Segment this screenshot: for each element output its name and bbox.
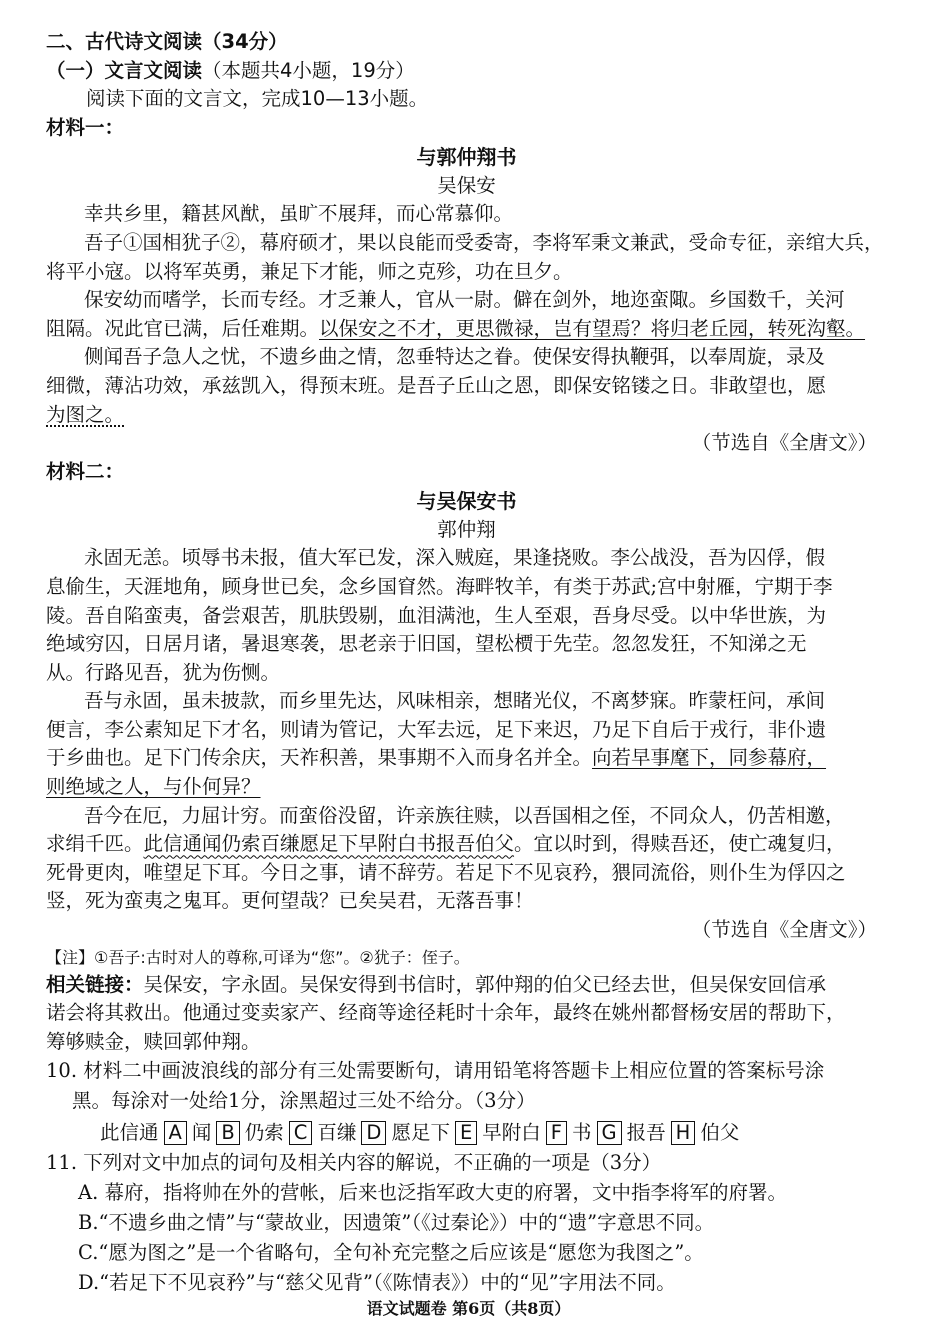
material2-line: 吾今在厄，力屈计穷。而蛮俗没留，许亲族往赎，以吾国相之侄，不同众人，仍苦相邀，	[84, 803, 845, 827]
instruction: 阅读下面的文言文，完成10—13小题。	[86, 87, 429, 111]
related-link-line: 诺会将其救出。他通过变卖家产、经商等途径耗时十余年，最终在姚州都督杨安居的帮助下，	[46, 1001, 846, 1025]
segment: 伯父	[700, 1121, 740, 1145]
segment: 愿足下	[391, 1121, 450, 1145]
material1-line: 侧闻吾子急人之忧，不遗乡曲之情，忽垂特达之眷。使保安得执鞭弭，以奉周旋，录及	[84, 345, 826, 369]
dotted-phrase: 为图之。	[46, 402, 125, 426]
material1-line: 细微，薄沾功效，承兹凯入，得预末班。是吾子丘山之恩，即保安铭镂之日。非敢望也，愿	[46, 373, 827, 397]
break-option-h[interactable]: H	[671, 1121, 696, 1145]
related-link-label: 相关链接：	[46, 972, 144, 996]
related-link	[46, 971, 887, 1000]
material2-line	[46, 773, 887, 802]
related-link-text: 吴保安，字永固。吴保安得到书信时，郭仲翔的伯父已经去世，但吴保安回信承	[143, 972, 827, 996]
material2-line: 永固无恙。顷辱书未报，值大军已发，深入贼庭，果逢挠败。李公战没，吾为囚俘，假	[84, 546, 826, 570]
material2-line: 绝域穷囚，日居月诸，暑退寒袭，思老亲于旧国，望松槚于先茔。忽忽发狂，不知涕之无	[46, 632, 807, 656]
question-10-stem: 10. 材料二中画波浪线的部分有三处需要断句，请用铅笔将答题卡上相应位置的答案标号涂	[46, 1059, 825, 1083]
material2-text: 于乡曲也。足下门传余庆，天祚积善，果事期不入而身名并全。	[46, 746, 593, 770]
underlined-sentence: 向若早事麾下，同参幕府，	[592, 746, 827, 770]
material2-line	[46, 744, 887, 773]
material2-line	[46, 830, 887, 859]
wavy-underlined-sentence: 此信通闻仍索百缣愿足下早附白书报吾伯父	[143, 832, 515, 856]
material1-line	[46, 401, 887, 430]
material1-line: 吾子①国相犹子②，幕府硕才，果以良能而受委寄，李将军秉文兼武，受命专征，亲绾大兵，	[84, 230, 884, 254]
material2-line: 从。行路见吾，犹为伤恻。	[46, 660, 281, 684]
break-option-e[interactable]: E	[455, 1121, 477, 1145]
segment: 仍索	[244, 1121, 284, 1145]
material1-source: （节选自《全唐文》）	[691, 431, 877, 455]
break-option-c[interactable]: C	[289, 1121, 313, 1145]
question-10-stem-cont: 黑。每涂对一处给1分，涂黑超过三处不给分。（3分）	[72, 1089, 536, 1113]
break-option-d[interactable]: D	[361, 1121, 386, 1145]
material1-line: 保安幼而嗜学，长而专经。才乏兼人，官从一尉。僻在剑外，地迩蛮陬。乡国数千，关河	[84, 288, 845, 312]
question-11-stem: 11. 下列对文中加点的词句及相关内容的解说，不正确的一项是（3分）	[46, 1151, 662, 1175]
material1-author: 吴保安	[437, 174, 496, 198]
related-link-line: 筹够赎金，赎回郭仲翔。	[46, 1029, 261, 1053]
page-footer: 语文试题卷 第6页（共8页）	[366, 1299, 571, 1318]
segment: 书	[572, 1121, 592, 1145]
material1-line	[46, 315, 887, 344]
material2-line: 吾与永固，虽未披款，而乡里先达，风味相亲，想睹光仪，不离梦寐。昨蒙枉问，承间	[84, 689, 826, 713]
material1-label: 材料一：	[46, 115, 125, 139]
break-option-g[interactable]: G	[597, 1121, 622, 1145]
material2-line: 陵。吾自陷蛮夷，备尝艰苦，肌肤毁剔，血泪满池，生人至艰，吾身尽受。以中华世族，为	[46, 603, 827, 627]
break-option-b[interactable]: B	[216, 1121, 239, 1145]
break-option-f[interactable]: F	[546, 1121, 567, 1145]
material1-title: 与郭仲翔书	[416, 145, 517, 170]
material1-line: 将平小寇。以将军英勇，兼足下才能，师之克殄，功在旦夕。	[46, 259, 573, 283]
sub-heading-note: （本题共4小题，19分）	[202, 58, 415, 82]
segment: 闻	[191, 1121, 212, 1145]
material2-label: 材料二：	[46, 459, 125, 483]
segment: 此信通	[100, 1121, 159, 1145]
material2-line: 便言，李公素知足下才名，则请为管记，大军去远，足下来迟，乃足下自后于戎行，非仆遗	[46, 717, 827, 741]
break-option-a[interactable]: A	[164, 1121, 187, 1145]
option-a[interactable]: A. 幕府，指将帅在外的营帐，后来也泛指军政大吏的府署，文中指李将军的府署。	[78, 1181, 787, 1205]
material1-text: 阻隔。况此官已满，后任难期。	[46, 316, 320, 340]
material2-line: 息偷生，天涯地角，顾身世已矣，念乡国窅然。海畔牧羊，有类于苏武;宫中射雁，宁期于李	[46, 574, 833, 598]
question-10-segments	[46, 1118, 887, 1148]
material2-source: （节选自《全唐文》）	[691, 918, 877, 942]
footnote: 【注】①吾子:古时对人的尊称,可译为“您”。②犹子：侄子。	[46, 947, 470, 967]
option-b[interactable]: B.“不遗乡曲之情”与“蒙故业，因遗策”（《过秦论》）中的“遗”字意思不同。	[78, 1211, 715, 1235]
option-d[interactable]: D.“若足下不见哀矜”与“慈父见背”（《陈情表》）中的“见”字用法不同。	[78, 1271, 676, 1295]
material2-text: 求绢千匹。	[46, 832, 144, 856]
material2-author: 郭仲翔	[437, 518, 496, 542]
material2-line: 死骨更肉，唯望足下耳。今日之事，请不辞劳。若足下不见哀矜，猥同流俗，则仆生为俘囚之	[46, 860, 846, 884]
underlined-sentence: 则绝域之人，与仆何异？	[46, 775, 261, 799]
material2-title: 与吴保安书	[416, 489, 517, 514]
segment: 早附白	[482, 1121, 541, 1145]
segment: 百缣	[317, 1121, 357, 1145]
material1-line: 幸共乡里，籍甚风猷，虽旷不展拜，而心常慕仰。	[84, 202, 514, 226]
option-c[interactable]: C.“愿为图之”是一个省略句，全句补充完整之后应该是“愿您为我图之”。	[78, 1241, 704, 1265]
section-heading: 二、古代诗文阅读（34分）	[46, 30, 288, 53]
material2-text: 。宜以时到，得赎吾还，使亡魂复归，	[514, 832, 846, 856]
sub-heading	[46, 57, 887, 86]
material2-line: 竖，死为蛮夷之鬼耳。更何望哉？已矣吴君，无落吾事！	[46, 889, 534, 913]
sub-heading-title: （一）文言文阅读	[46, 58, 203, 82]
segment: 报吾	[626, 1121, 666, 1145]
underlined-sentence: 以保安之不才，更思微禄，岂有望焉？将归老丘园，转死沟壑。	[319, 316, 866, 340]
